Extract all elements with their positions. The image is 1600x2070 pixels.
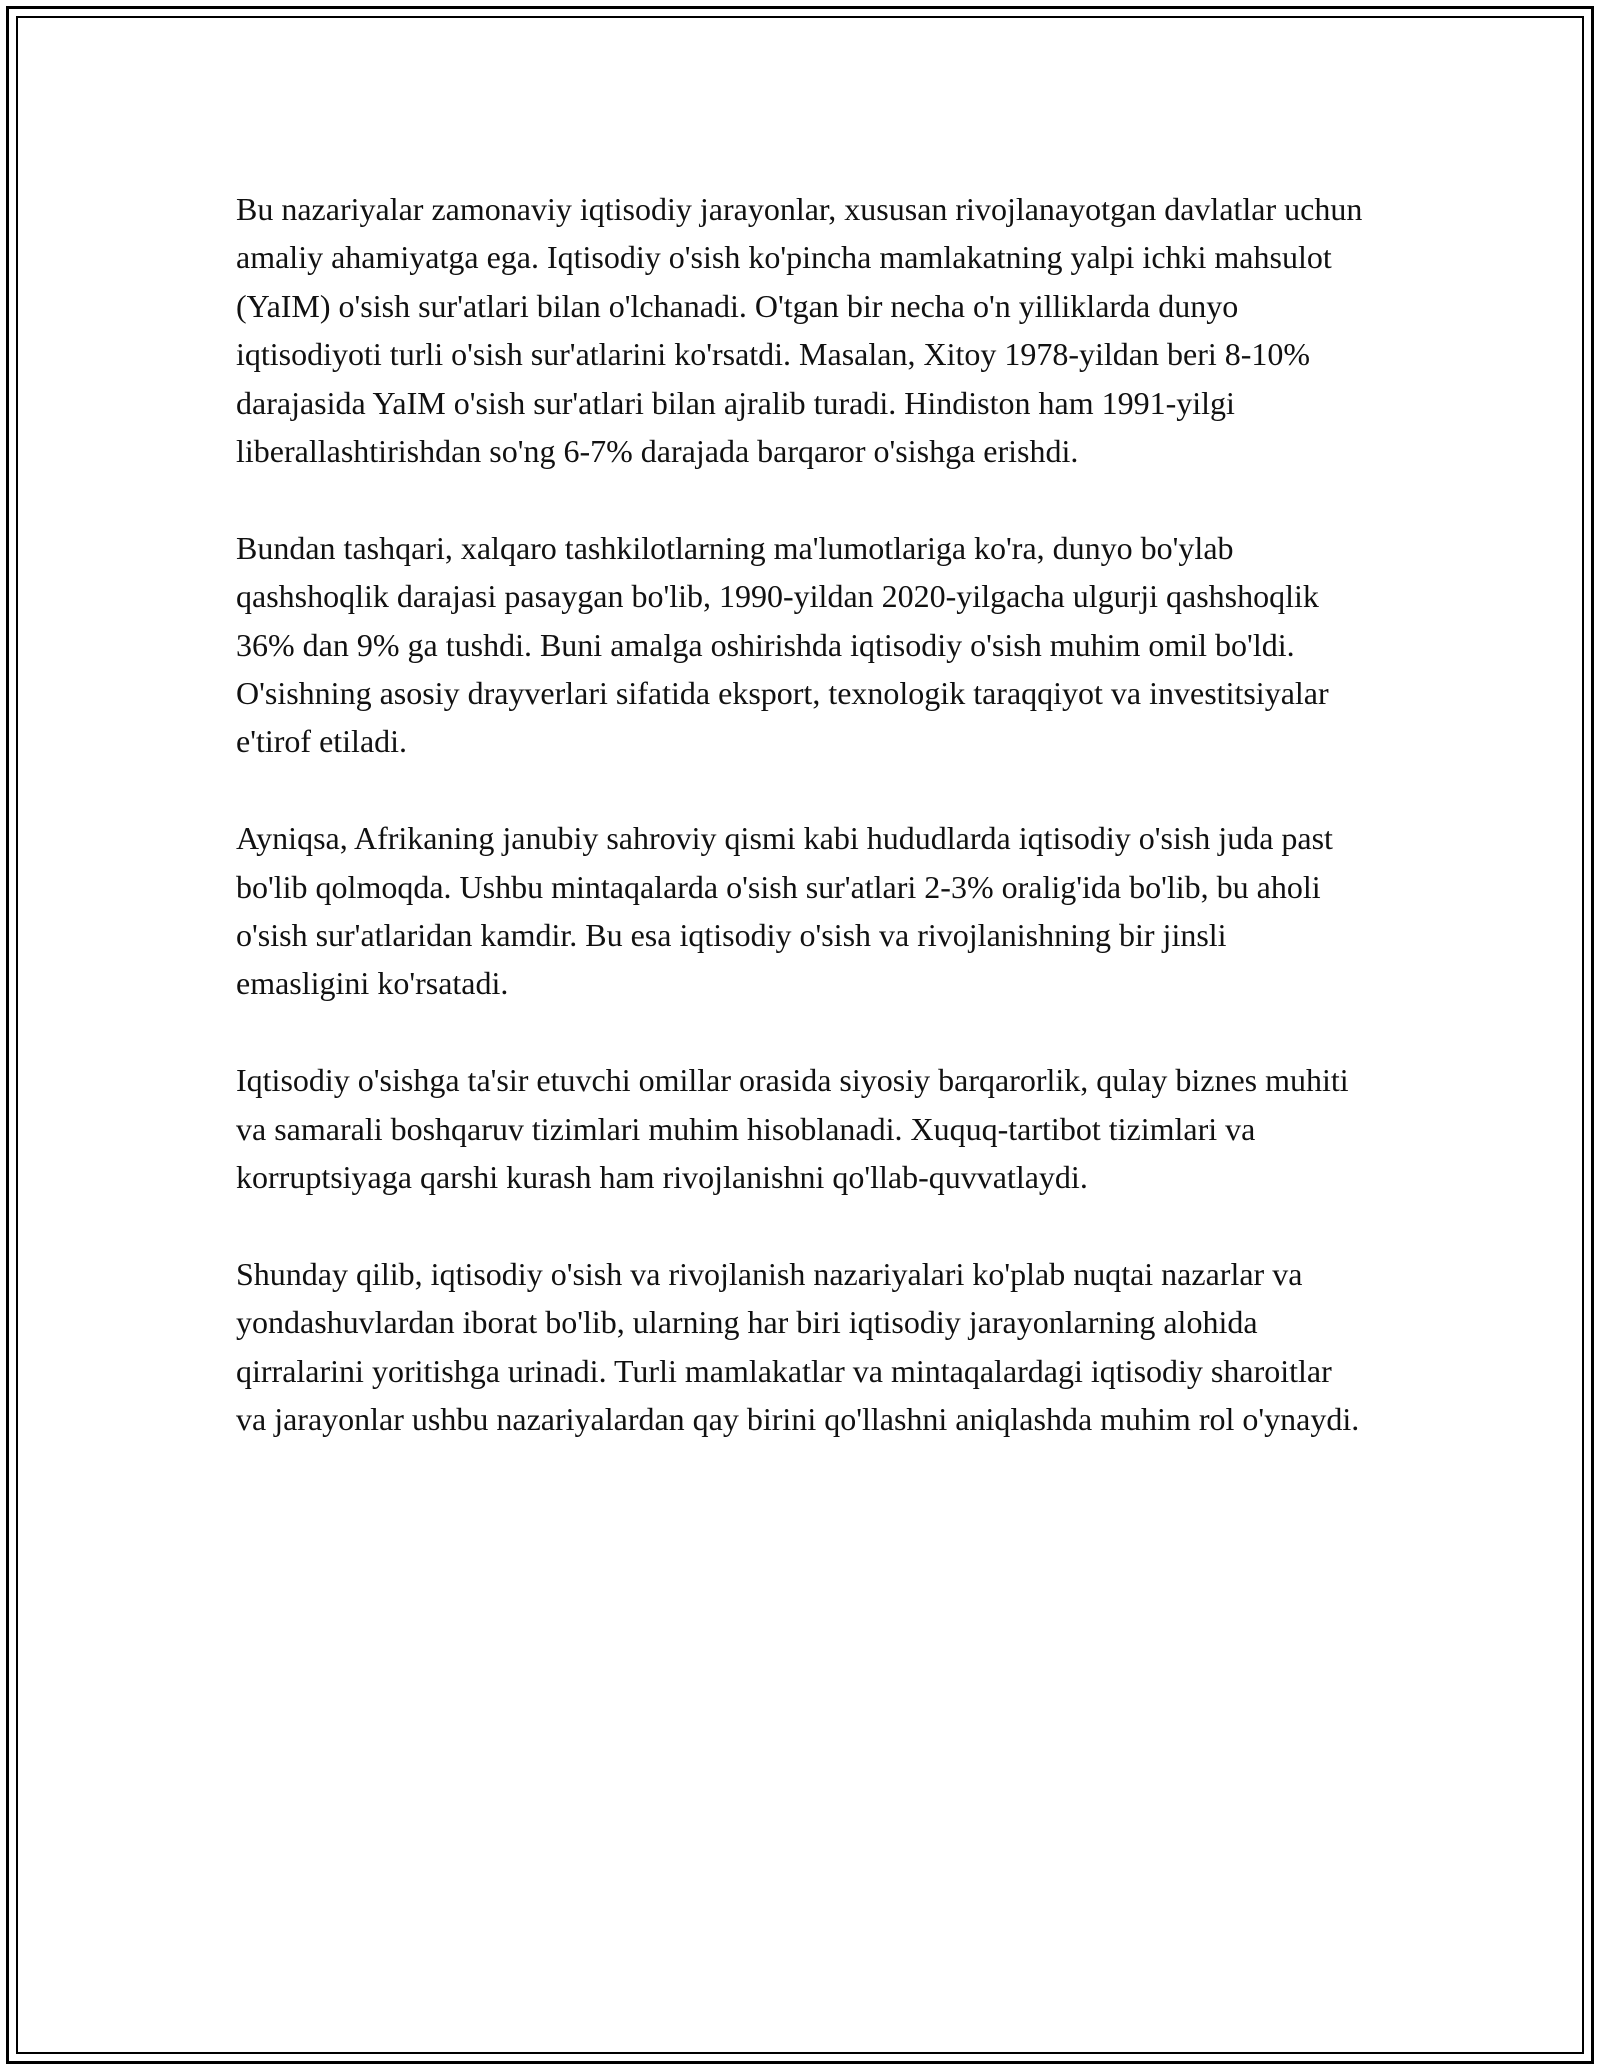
document-body <box>236 185 1366 1492</box>
paragraph-1: Bu nazariyalar zamonaviy iqtisodiy jarayonlar, xususan rivojlanayotgan davlatlar uchun amaliy ahamiyatga ega. Iqtisodiy o'sish ko'pincha mamlakatning yalpi ichki mahsulot (YaIM) o'sish sur'atlari bilan o'lchanadi. O'tgan bir necha o'n yilliklarda dunyo iqtisodiyoti turli o'sish sur'atlarini ko'rsatdi. Masalan, Xitoy 1978-yildan beri 8-10% darajasida YaIM o'sish sur'atlari bilan ajralib turadi. Hindiston ham 1991-yilgi liberallashtirishdan so'ng 6-7% darajada barqaror o'sishga erishdi. <box>236 191 1363 470</box>
paragraph-4: Iqtisodiy o'sishga ta'sir etuvchi omillar orasida siyosiy barqarorlik, qulay biznes muhiti va samarali boshqaruv tizimlari muhim hisoblanadi. Xuquq-tartibot tizimlari va korruptsiyaga qarshi kurash ham rivojlanishni qo'llab-quvvatlaydi. <box>236 1062 1349 1196</box>
paragraph-3: Ayniqsa, Afrikaning janubiy sahroviy qismi kabi hududlarda iqtisodiy o'sish juda past bo'lib qolmoqda. Ushbu mintaqalarda o'sish sur'atlari 2-3% oralig'ida bo'lib, bu aholi o'sish sur'atlaridan kamdir. Bu esa iqtisodiy o'sish va rivojlanishning bir jinsli emasligini ko'rsatadi. <box>236 820 1333 1002</box>
paragraph-2: Bundan tashqari, xalqaro tashkilotlarning ma'lumotlariga ko'ra, dunyo bo'ylab qashshoqlik darajasi pasaygan bo'lib, 1990-yildan 2020-yilgacha ulgurji qashshoqlik 36% dan 9% ga tushdi. Buni amalga oshirishda iqtisodiy o'sish muhim omil bo'ldi. O'sishning asosiy drayverlari sifatida eksport, texnologik taraqqiyot va investitsiyalar e'tirof etiladi. <box>236 529 1329 760</box>
paragraph-5: Shunday qilib, iqtisodiy o'sish va rivojlanish nazariyalari ko'plab nuqtai nazarlar va yondashuvlardan iborat bo'lib, ularning har biri iqtisodiy jarayonlarning alohida qirralarini yoritishga urinadi. Turli mamlakatlar va mintaqalardagi iqtisodiy sharoitlar va jarayonlar ushbu nazariyalardan qay birini qo'llashni aniqlashda muhim rol o'ynaydi. <box>236 1255 1360 1438</box>
